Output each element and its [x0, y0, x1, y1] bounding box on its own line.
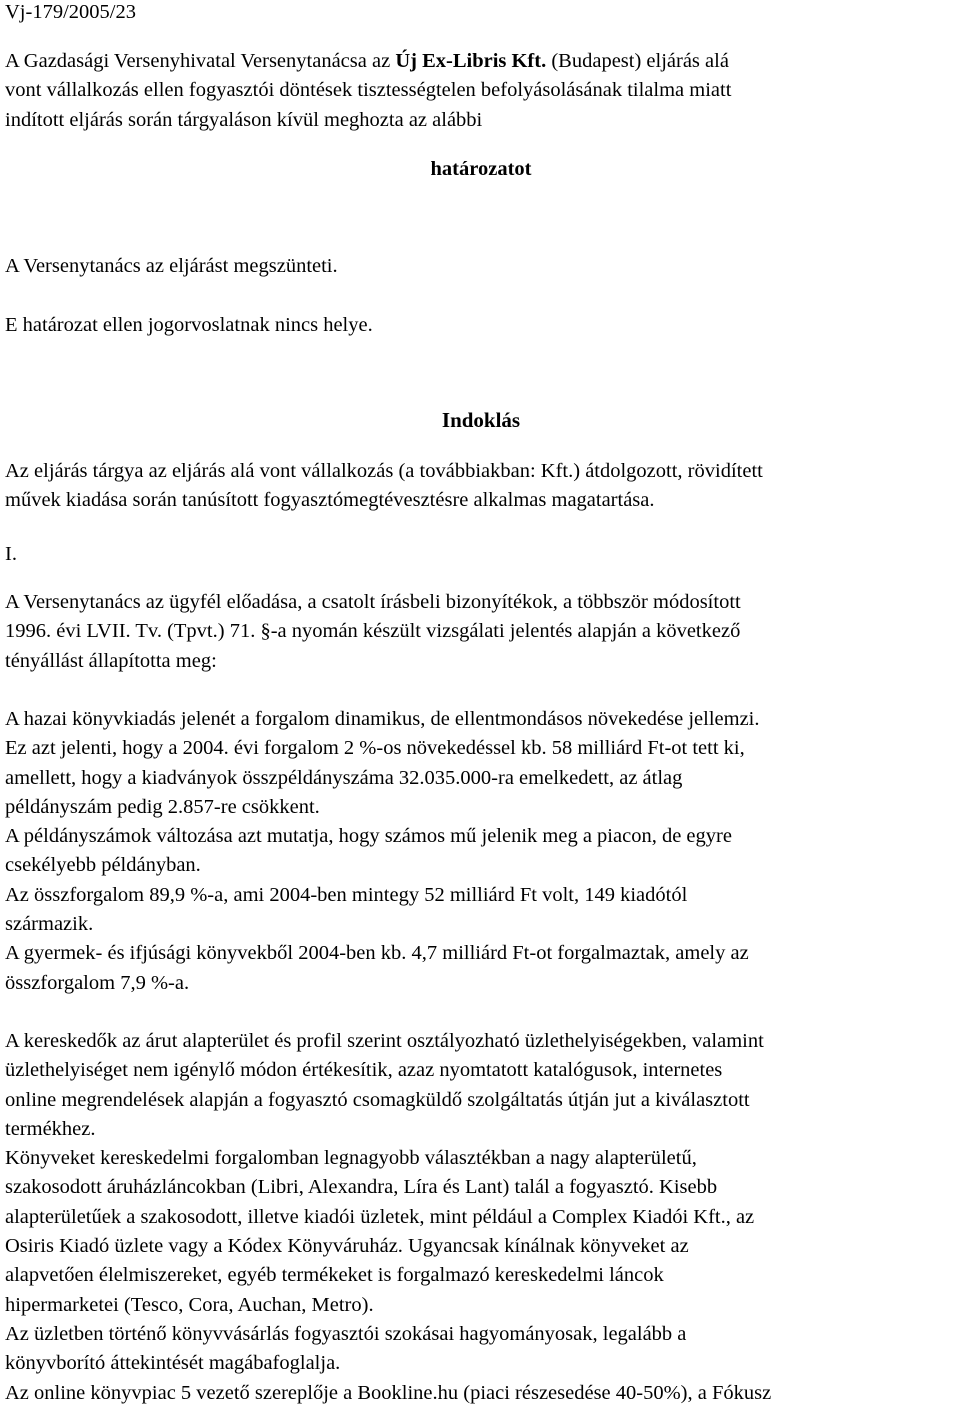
intro-line-1	[5, 47, 957, 76]
retail-line: alapterületűek a szakosodott, illetve kiadói üzletek, mint például a Complex Kiadói Kft., az	[5, 1205, 755, 1228]
retail-line: online megrendelések alapján a fogyasztó csomagküldő szolgáltatás útján jut a kiválasztott	[5, 1088, 750, 1111]
market-line: A példányszámok változása azt mutatja, hogy számos mű jelenik meg a piacon, de egyre	[5, 825, 732, 848]
remedy-text: E határozat ellen jogorvoslatnak nincs helye.	[5, 314, 373, 336]
retail-line: termékhez.	[5, 1117, 96, 1140]
retail-line: Az üzletben történő könyvvásárlás fogyasztói szokásai hagyományosak, legalább a	[5, 1322, 687, 1345]
reasoning-heading: Indoklás	[441, 408, 521, 432]
market-line: Ez azt jelenti, hogy a 2004. évi forgalom 2 %-os növekedéssel kb. 58 milliárd Ft-ot tett ki,	[5, 737, 745, 760]
retail-line: szakosodott áruházláncokban (Libri, Alexandra, Líra és Lant) talál a fogyasztó. Kisebb	[5, 1176, 718, 1199]
ruling-text: A Versenytanács az eljárást megszünteti.	[5, 255, 338, 277]
market-line: A hazai könyvkiadás jelenét a forgalom dinamikus, de ellentmondásos növekedése jellemzi.	[5, 708, 760, 730]
subject-line-2: művek kiadása során tanúsított fogyasztómegtévesztésre alkalmas magatartása.	[5, 489, 655, 512]
retail-line: Osiris Kiadó üzlete vagy a Kódex Könyváruház. Ugyancsak kínálnak könyveket az	[5, 1235, 689, 1258]
intro-line-3: indított eljárás során tárgyaláson kívül meghozta az alábbi	[5, 108, 483, 131]
intro-line-2: vont vállalkozás ellen fogyasztói döntések tisztességtelen befolyásolásának tilalma miatt	[5, 79, 732, 102]
market-line: példányszám pedig 2.857-re csökkent.	[5, 795, 320, 818]
retail-paragraph	[5, 1027, 957, 1408]
retail-line: A kereskedők az árut alapterület és profil szerint osztályozható üzlethelyiségekben, valamint	[5, 1030, 764, 1052]
facts-intro-line-1: A Versenytanács az ügyfél előadása, a csatolt írásbeli bizonyítékok, a többször módosított	[5, 591, 741, 613]
retail-line: könyvborító áttekintését magábafoglalja.	[5, 1352, 341, 1375]
section-number: I.	[5, 543, 17, 565]
intro-text: (Budapest) eljárás alá	[546, 50, 729, 72]
retail-line: Az online könyvpiac 5 vezető szereplője a Bookline.hu (piaci részesedése 40-50%), a Fókusz	[5, 1381, 772, 1404]
market-line: A gyermek- és ifjúsági könyvekből 2004-ben kb. 4,7 milliárd Ft-ot forgalmaztak, amely az	[5, 942, 749, 965]
retail-line: Könyveket kereskedelmi forgalomban legnagyobb választékban a nagy alapterületű,	[5, 1147, 697, 1170]
retail-line: üzlethelyiséget nem igénylő módon értékesítik, azaz nyomtatott katalógusok, internetes	[5, 1059, 723, 1082]
intro-paragraph	[5, 47, 957, 135]
facts-intro-paragraph	[5, 588, 957, 676]
ruling-heading: határozatot	[430, 158, 532, 180]
subject-line-1: Az eljárás tárgya az eljárás alá vont vállalkozás (a továbbiakban: Kft.) átdolgozott, rövidített	[5, 460, 763, 482]
market-line: csekélyebb példányban.	[5, 854, 201, 877]
facts-intro-line-2: 1996. évi LVII. Tv. (Tpvt.) 71. §-a nyomán készült vizsgálati jelentés alapján a következő	[5, 620, 741, 643]
retail-line: hipermarketei (Tesco, Cora, Auchan, Metro).	[5, 1293, 374, 1316]
proceeding-subject-paragraph	[5, 457, 957, 516]
retail-line: alapvetően élelmiszereket, egyéb termékeket is forgalmazó kereskedelmi láncok	[5, 1264, 664, 1287]
intro-text: A Gazdasági Versenyhivatal Versenytanácsa az	[5, 50, 396, 72]
respondent-company-name: Új Ex-Libris Kft.	[395, 50, 547, 72]
case-number: Vj-179/2005/23	[5, 1, 136, 23]
facts-intro-line-3: tényállást állapította meg:	[5, 649, 217, 672]
market-line: összforgalom 7,9 %-a.	[5, 971, 190, 994]
book-market-paragraph	[5, 705, 957, 998]
market-line: amellett, hogy a kiadványok összpéldányszáma 32.035.000-ra emelkedett, az átlag	[5, 766, 683, 789]
market-line: származik.	[5, 913, 94, 936]
market-line: Az összforgalom 89,9 %-a, ami 2004-ben mintegy 52 milliárd Ft volt, 149 kiadótól	[5, 883, 688, 906]
